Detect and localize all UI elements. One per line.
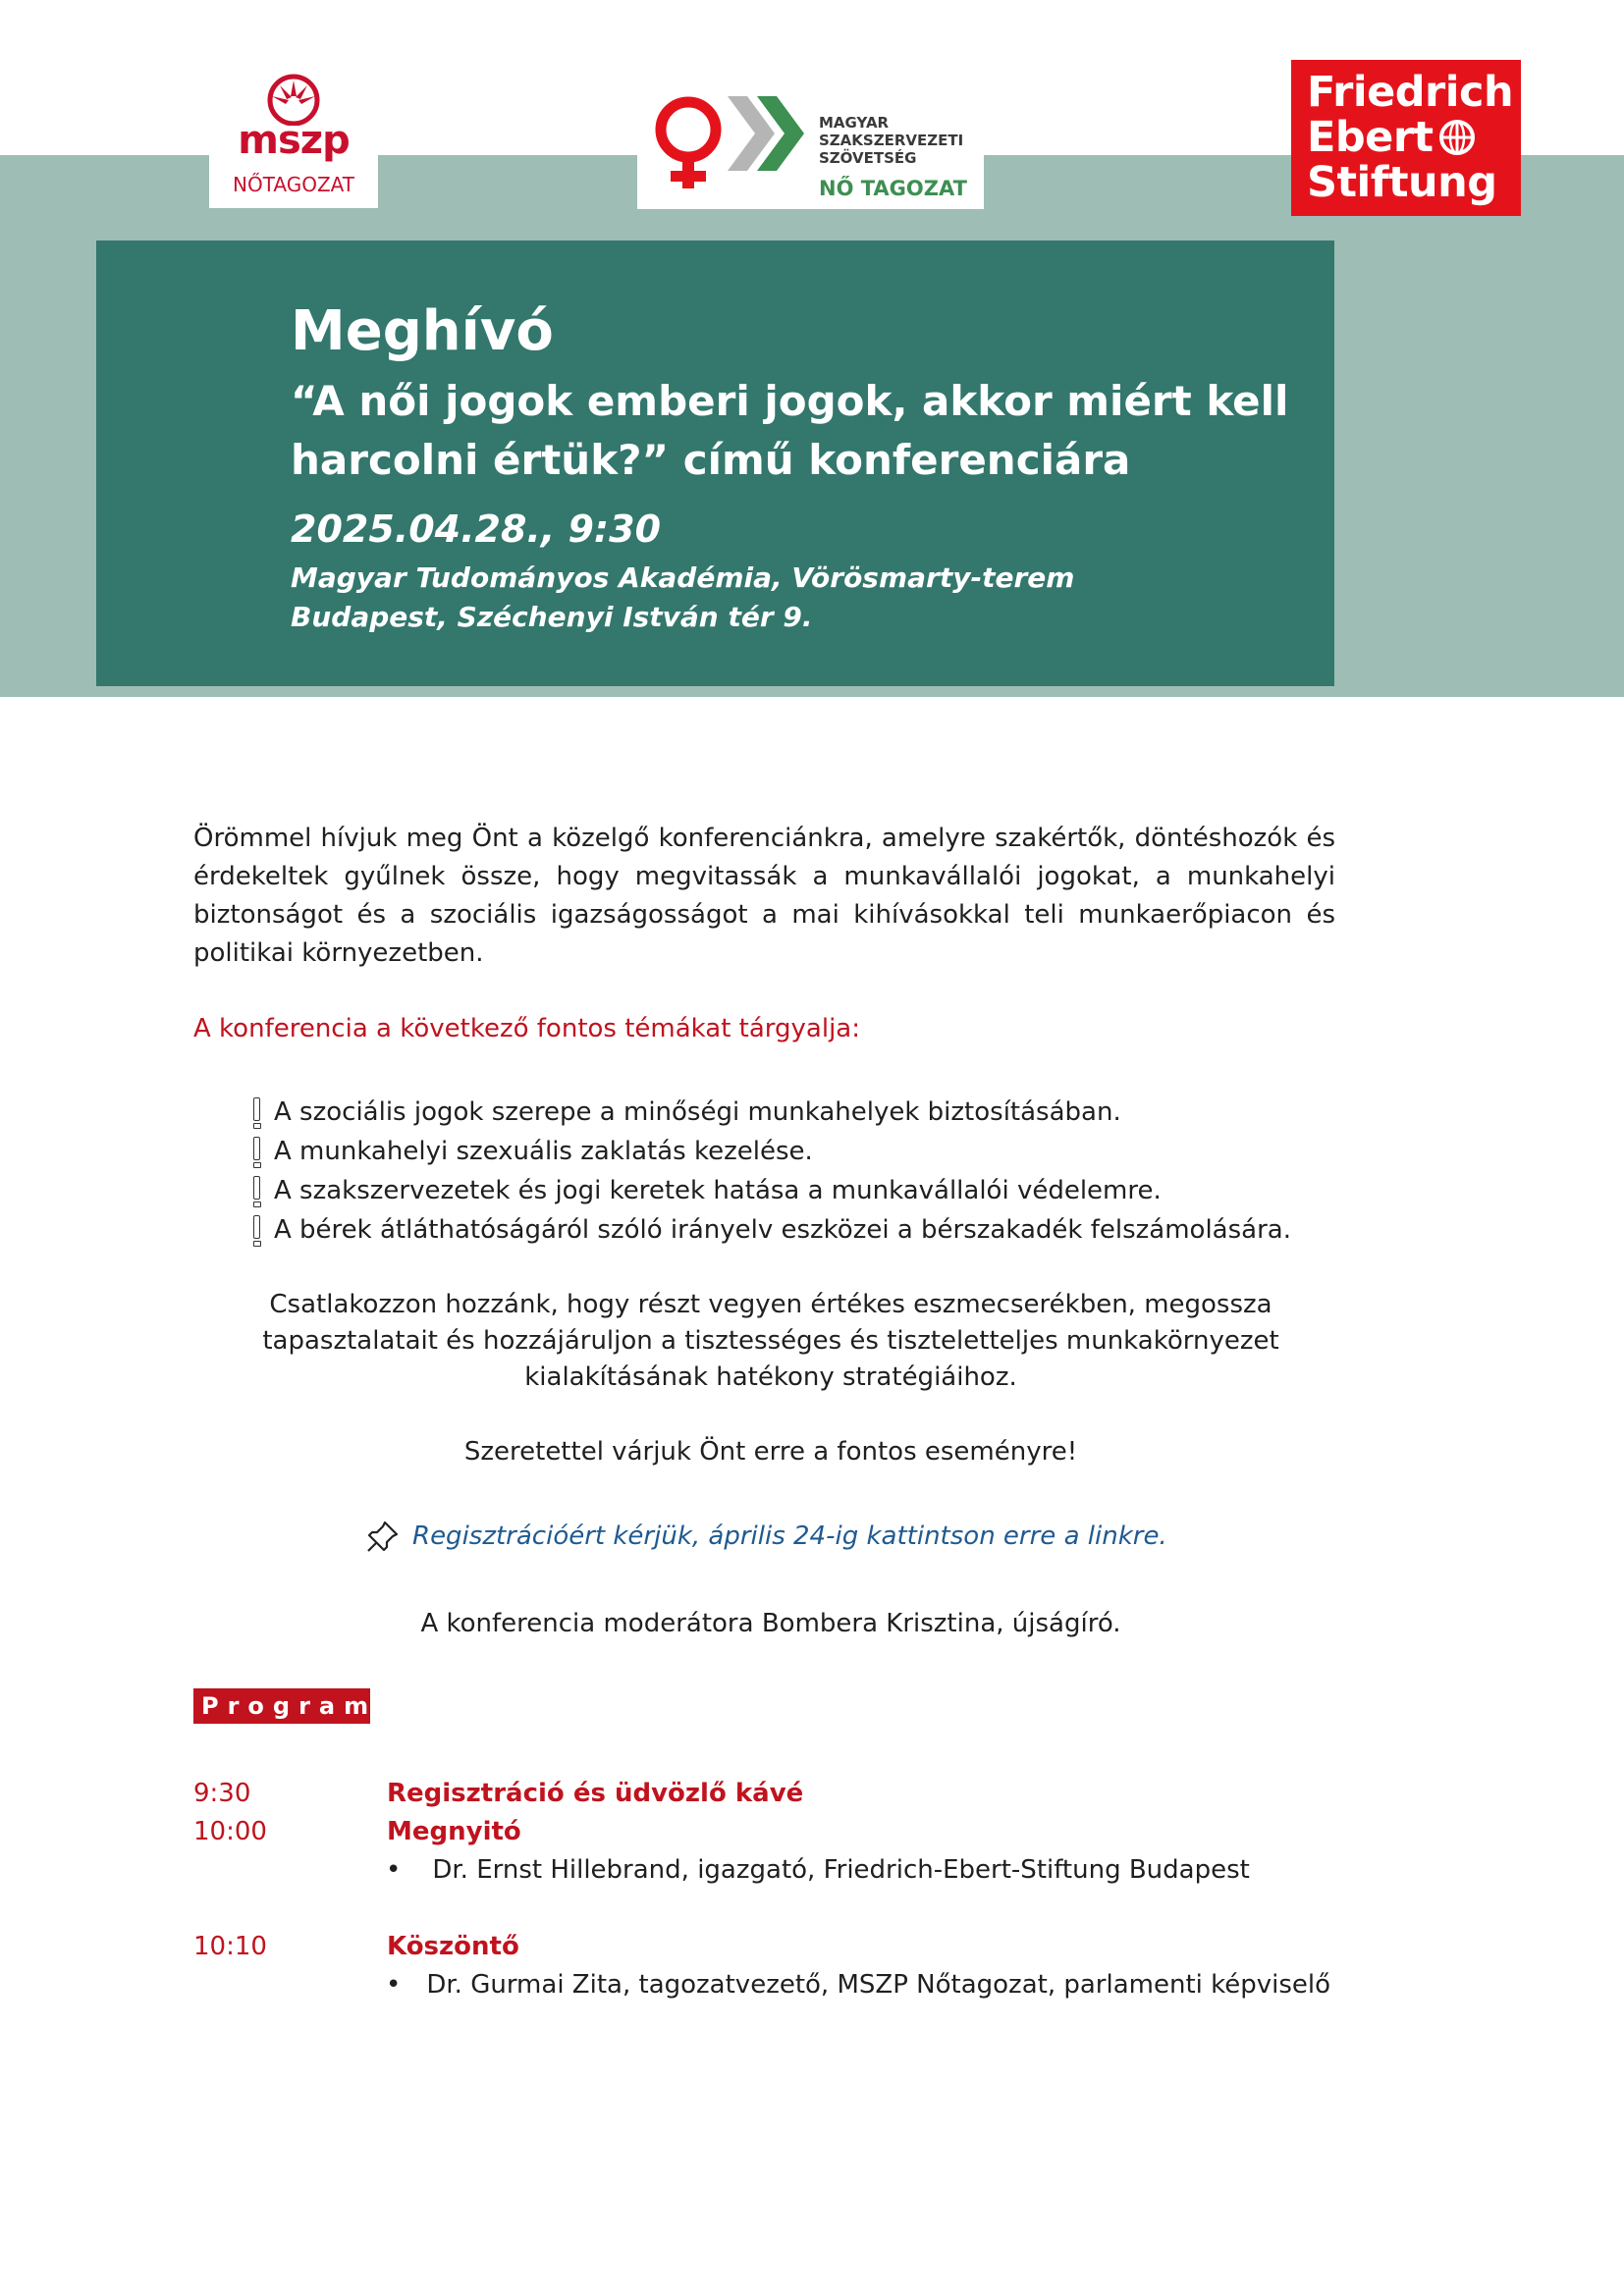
venue-name: Magyar Tudományos Akadémia, Vörösmarty-terem xyxy=(291,561,1075,594)
program-time: 10:10 xyxy=(193,1932,267,1961)
invitation-header xyxy=(96,240,1334,686)
venue-address: Budapest, Széchenyi István tér 9. xyxy=(291,601,813,633)
venus-chevron-icon xyxy=(637,69,814,209)
event-venue xyxy=(291,559,1074,637)
bullet-icon: • xyxy=(386,1970,402,2000)
fes-line-1: Friedrich xyxy=(1307,68,1514,117)
topics-heading: A konferencia a következő fontos témákat tárgyalja: xyxy=(193,1014,860,1043)
page-title: Meghívó xyxy=(291,299,554,363)
exclamation-icon xyxy=(250,1095,262,1129)
event-datetime: 2025.04.28., 9:30 xyxy=(291,507,662,551)
program-time: 9:30 xyxy=(193,1779,251,1808)
program-title: Megnyitó xyxy=(387,1817,521,1846)
list-item: A munkahelyi szexuális zaklatás kezelése. xyxy=(250,1132,1291,1171)
topics-list xyxy=(250,1093,1291,1250)
moderator-line: A konferencia moderátora Bombera Krisztina, újságíró. xyxy=(420,1609,1121,1638)
list-item: A bérek átláthatóságáról szóló irányelv eszközei a bérszakadék felszámolására. xyxy=(250,1210,1291,1250)
exclamation-icon xyxy=(250,1213,262,1247)
program-heading: Program xyxy=(193,1688,370,1724)
carnation-icon xyxy=(209,67,378,126)
list-item: A szociális jogok szerepe a minőségi munkahelyek biztosításában. xyxy=(250,1093,1291,1132)
bullet-icon: • xyxy=(386,1855,402,1885)
globe-icon xyxy=(1437,118,1477,157)
program-detail: • Dr. Ernst Hillebrand, igazgató, Friedrich-Ebert-Stiftung Budapest xyxy=(386,1855,1250,1885)
welcome-line: Szeretettel várjuk Önt erre a fontos eseményre! xyxy=(463,1437,1078,1467)
mszsz-logo xyxy=(637,69,984,209)
mszp-subtitle: NŐTAGOZAT xyxy=(233,173,354,196)
mszsz-line-2: SZAKSZERVEZETI xyxy=(819,132,964,149)
registration-link-row[interactable] xyxy=(363,1517,1167,1556)
exclamation-icon xyxy=(250,1174,262,1207)
fes-line-2: Ebert xyxy=(1307,115,1513,160)
conference-title: “A női jogok emberi jogok, akkor miért kell harcolni értük?” című konferenciára xyxy=(291,377,1289,484)
list-item: A szakszervezetek és jogi keretek hatása a munkavállalói védelemre. xyxy=(250,1171,1291,1210)
mszsz-line-1: MAGYAR xyxy=(819,114,890,132)
join-paragraph: Csatlakozzon hozzánk, hogy részt vegyen értékes eszmecserékben, megossza tapasztalatait és hozzájáruljon a tisztességes és tiszteletteljes munkakörnyezet kialakításának hatékony stratégiáihoz. xyxy=(262,1290,1279,1392)
intro-paragraph: Örömmel hívjuk meg Önt a közelgő konferenciánkra, amelyre szakértők, döntéshozók és érdekeltek gyűlnek össze, hogy megvitassák a munkavállalói jogokat, a munkahelyi biztonságot és a szociális igazságosságot a mai kihívásokkal teli munkaerőpiacon és politikai környezetben. xyxy=(193,824,1335,968)
program-detail: • Dr. Gurmai Zita, tagozatvezető, MSZP Nőtagozat, parlamenti képviselő xyxy=(386,1970,1331,2000)
registration-link[interactable]: Regisztrációért kérjük, április 24-ig kattintson erre a linkre. xyxy=(412,1522,1167,1551)
fes-logo xyxy=(1291,60,1521,216)
mszsz-line-3: SZÖVETSÉG xyxy=(819,149,917,167)
program-title: Köszöntő xyxy=(387,1932,519,1961)
mszsz-subtitle: NŐ TAGOZAT xyxy=(819,177,967,200)
fes-line-3: Stiftung xyxy=(1307,158,1497,207)
mszsz-name xyxy=(819,114,963,167)
program-time: 10:00 xyxy=(193,1817,267,1846)
pushpin-icon xyxy=(363,1517,403,1556)
mszp-logo xyxy=(209,61,378,208)
exclamation-icon xyxy=(250,1135,262,1168)
mszp-wordmark: mszp xyxy=(238,118,350,163)
program-title: Regisztráció és üdvözlő kávé xyxy=(387,1779,804,1808)
